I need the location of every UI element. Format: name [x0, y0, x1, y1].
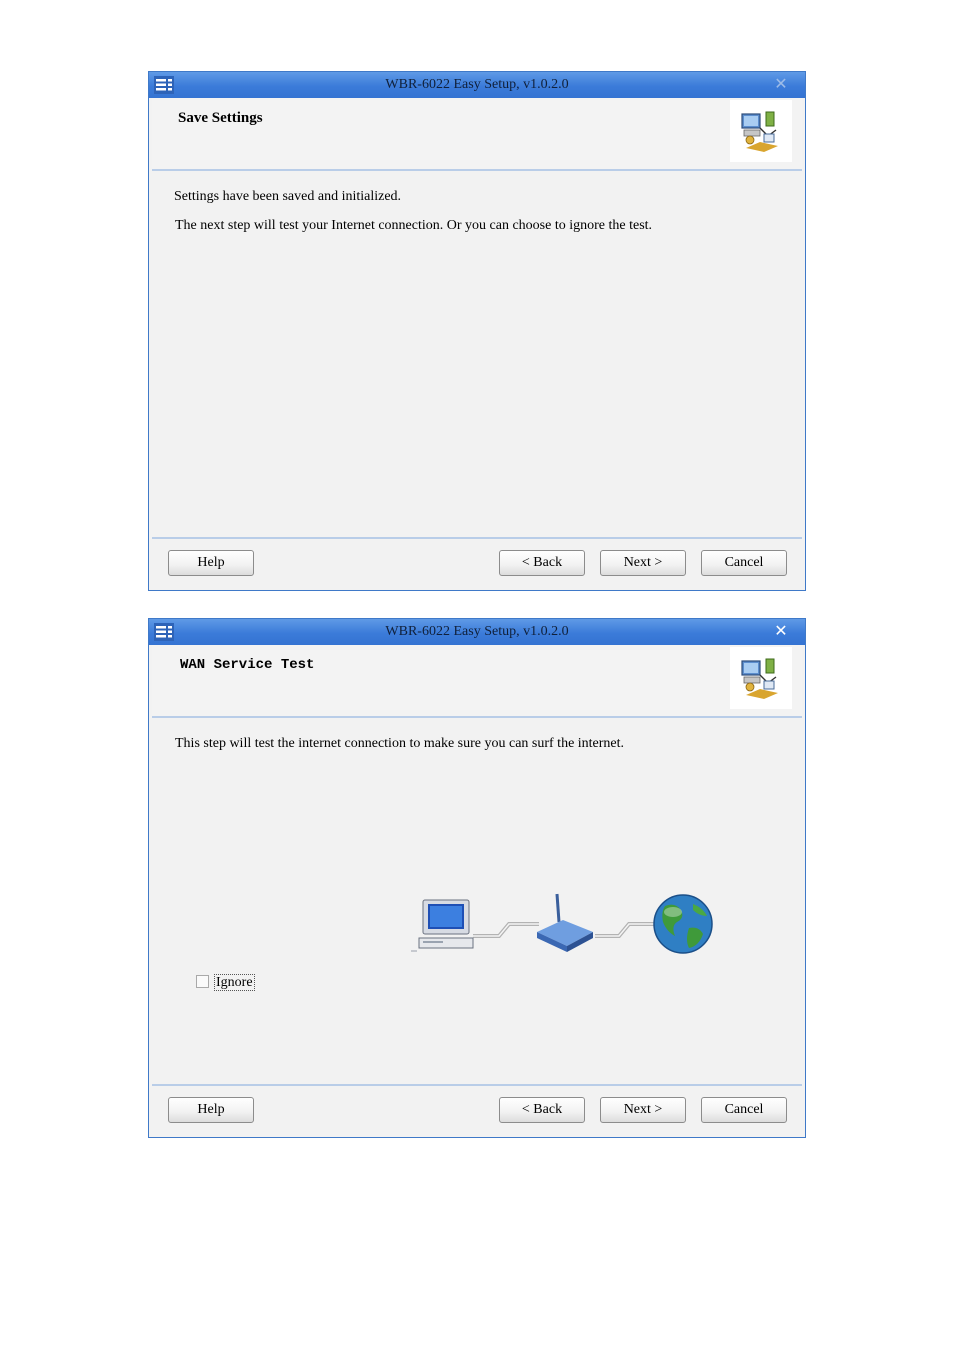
next-step-message: The next step will test your Internet connection. Or you can choose to ignore the test. [175, 218, 653, 233]
help-button[interactable]: Help [168, 550, 254, 576]
network-wizard-icon [730, 100, 792, 162]
title-bar[interactable] [149, 72, 805, 98]
ignore-checkbox-label[interactable]: Ignore [216, 975, 253, 990]
save-settings-window [148, 71, 806, 591]
close-icon[interactable]: ✕ [774, 621, 788, 640]
footer-divider [152, 537, 802, 539]
page-title: WAN Service Test [180, 657, 315, 673]
window-title: WBR-6022 Easy Setup, v1.0.2.0 [385, 77, 569, 92]
help-button[interactable]: Help [168, 1097, 254, 1123]
wizard-header [152, 98, 802, 171]
title-bar[interactable] [149, 619, 805, 645]
cancel-button[interactable]: Cancel [701, 550, 787, 576]
next-button[interactable]: Next > [600, 1097, 686, 1123]
close-icon[interactable]: ✕ [774, 74, 788, 93]
back-button[interactable]: < Back [499, 1097, 585, 1123]
computer-icon [411, 900, 473, 952]
back-button[interactable]: < Back [499, 550, 585, 576]
router-icon [537, 894, 593, 952]
page-title: Save Settings [178, 110, 263, 126]
next-button[interactable]: Next > [600, 550, 686, 576]
wan-service-test-window [148, 618, 806, 1138]
test-description: This step will test the internet connection to make sure you can surf the internet. [175, 736, 625, 751]
window-title: WBR-6022 Easy Setup, v1.0.2.0 [385, 624, 569, 639]
wizard-header [152, 645, 802, 718]
status-message: Settings have been saved and initialized. [174, 189, 402, 204]
cancel-button[interactable]: Cancel [701, 1097, 787, 1123]
network-diagram [409, 892, 719, 962]
globe-icon [654, 895, 712, 953]
ignore-checkbox[interactable] [196, 975, 209, 988]
footer-divider [152, 1084, 802, 1086]
network-wizard-icon [730, 647, 792, 709]
